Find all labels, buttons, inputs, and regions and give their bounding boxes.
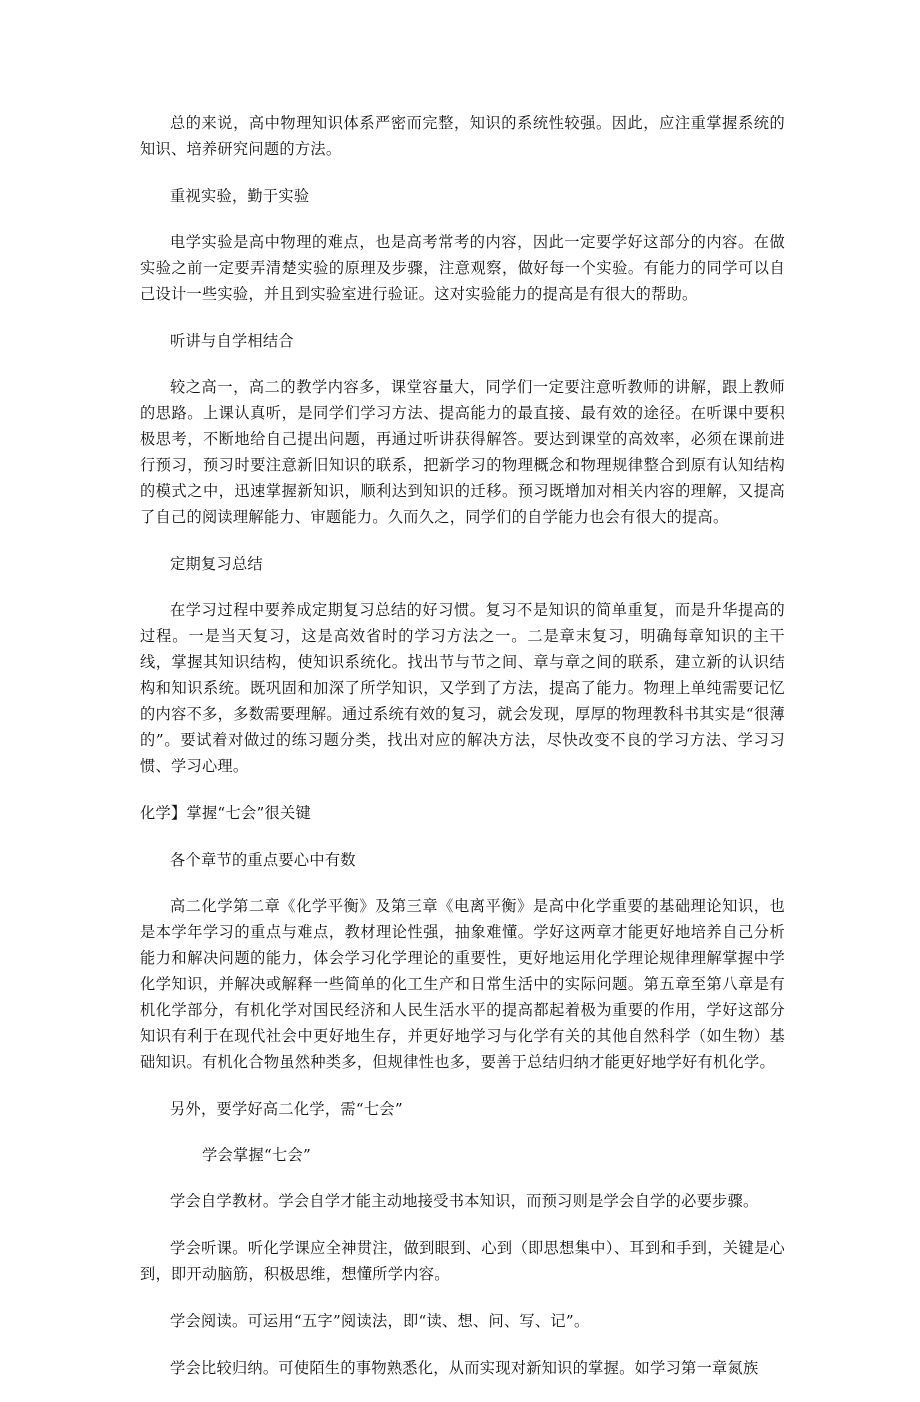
- heading-review-summary: 定期复习总结: [170, 555, 263, 573]
- heading-chapter-focus: 各个章节的重点要心中有数: [170, 851, 356, 869]
- document-body: [140, 110, 785, 1402]
- paragraph-chapter-focus: 高二化学第二章《化学平衡》及第三章《电离平衡》是高中化学重要的基础理论知识，也是本学年学习的重点与难点，教材理论性强，抽象难懂。学好这两章才能更好地培养自己分析能力和解决问题的能力，体会学习化学理论的重要性，更好地运用化学理论规律理解掌握中学化学知识，并解决或解释一些简单的化工生产和日常生活中的实际问题。第五章至第八章是有机化学部分，有机化学对国民经济和人民生活水平的提高都起着极为重要的作用，学好这部分知识有利于在现代社会中更好地生存，并更好地学习与化学有关的其他自然科学（如生物）基础知识。有机化合物虽然种类多，但规律性也多，要善于总结归纳才能更好地学好有机化学。: [140, 897, 785, 1071]
- paragraph-physics-summary: 总的来说，高中物理知识体系严密而完整，知识的系统性较强。因此，应注重掌握系统的知识、培养研究问题的方法。: [140, 114, 785, 158]
- paragraph-review-summary: 在学习过程中要养成定期复习总结的好习惯。复习不是知识的简单重复，而是升华提高的过程。一是当天复习，这是高效省时的学习方法之一。二是章末复习，明确每章知识的主干线，掌握其知识结构，使知识系统化。找出节与节之间、章与章之间的联系，建立新的认识结构和知识系统。既巩固和加深了所学知识，又学到了方法，提高了能力。物理上单纯需要记忆的内容不多，多数需要理解。通过系统有效的复习，就会发现，厚厚的物理教科书其实是“很薄的”。要试着对做过的练习题分类，找出对应的解决方法，尽快改变不良的学习方法、学习习惯、学习心理。: [140, 601, 785, 775]
- paragraph-skill-reading: 学会阅读。可运用“五字”阅读法，即“读、想、问、写、记”。: [170, 1312, 590, 1330]
- heading-seven-skills-intro: 另外，要学好高二化学，需“七会”: [170, 1100, 403, 1118]
- paragraph-skill-listening: 学会听课。听化学课应全神贯注，做到眼到、心到（即思想集中）、耳到和手到，关键是心到，即开动脑筋，积极思维，想懂所学内容。: [140, 1239, 785, 1283]
- section-title-chemistry: 化学】掌握“七会”很关键: [140, 804, 312, 822]
- subheading-seven-skills: 学会掌握“七会”: [202, 1146, 312, 1164]
- paragraph-skill-self-study: 学会自学教材。学会自学才能主动地接受书本知识，而预习则是学会自学的必要步骤。: [170, 1192, 759, 1210]
- paragraph-experiment: 电学实验是高中物理的难点，也是高考常考的内容，因此一定要学好这部分的内容。在做实验之前一定要弄清楚实验的原理及步骤，注意观察，做好每一个实验。有能力的同学可以自己设计一些实验，并且到实验室进行验证。这对实验能力的提高是有很大的帮助。: [140, 233, 785, 303]
- paragraph-listening-self-study: 较之高一，高二的教学内容多，课堂容量大，同学们一定要注意听教师的讲解，跟上教师的思路。上课认真听，是同学们学习方法、提高能力的最直接、最有效的途径。在听课中要积极思考，不断地给自己提出问题，再通过听讲获得解答。要达到课堂的高效率，必须在课前进行预习，预习时要注意新旧知识的联系，把新学习的物理概念和物理规律整合到原有认知结构的模式之中，迅速掌握新知识，顺利达到知识的迁移。预习既增加对相关内容的理解，又提高了自己的阅读理解能力、审题能力。久而久之，同学们的自学能力也会有很大的提高。: [140, 378, 785, 526]
- paragraph-skill-comparison: 学会比较归纳。可使陌生的事物熟悉化，从而实现对新知识的掌握。如学习第一章氮族: [170, 1359, 759, 1377]
- heading-listening-self-study: 听讲与自学相结合: [170, 332, 294, 350]
- heading-experiment: 重视实验，勤于实验: [170, 187, 310, 205]
